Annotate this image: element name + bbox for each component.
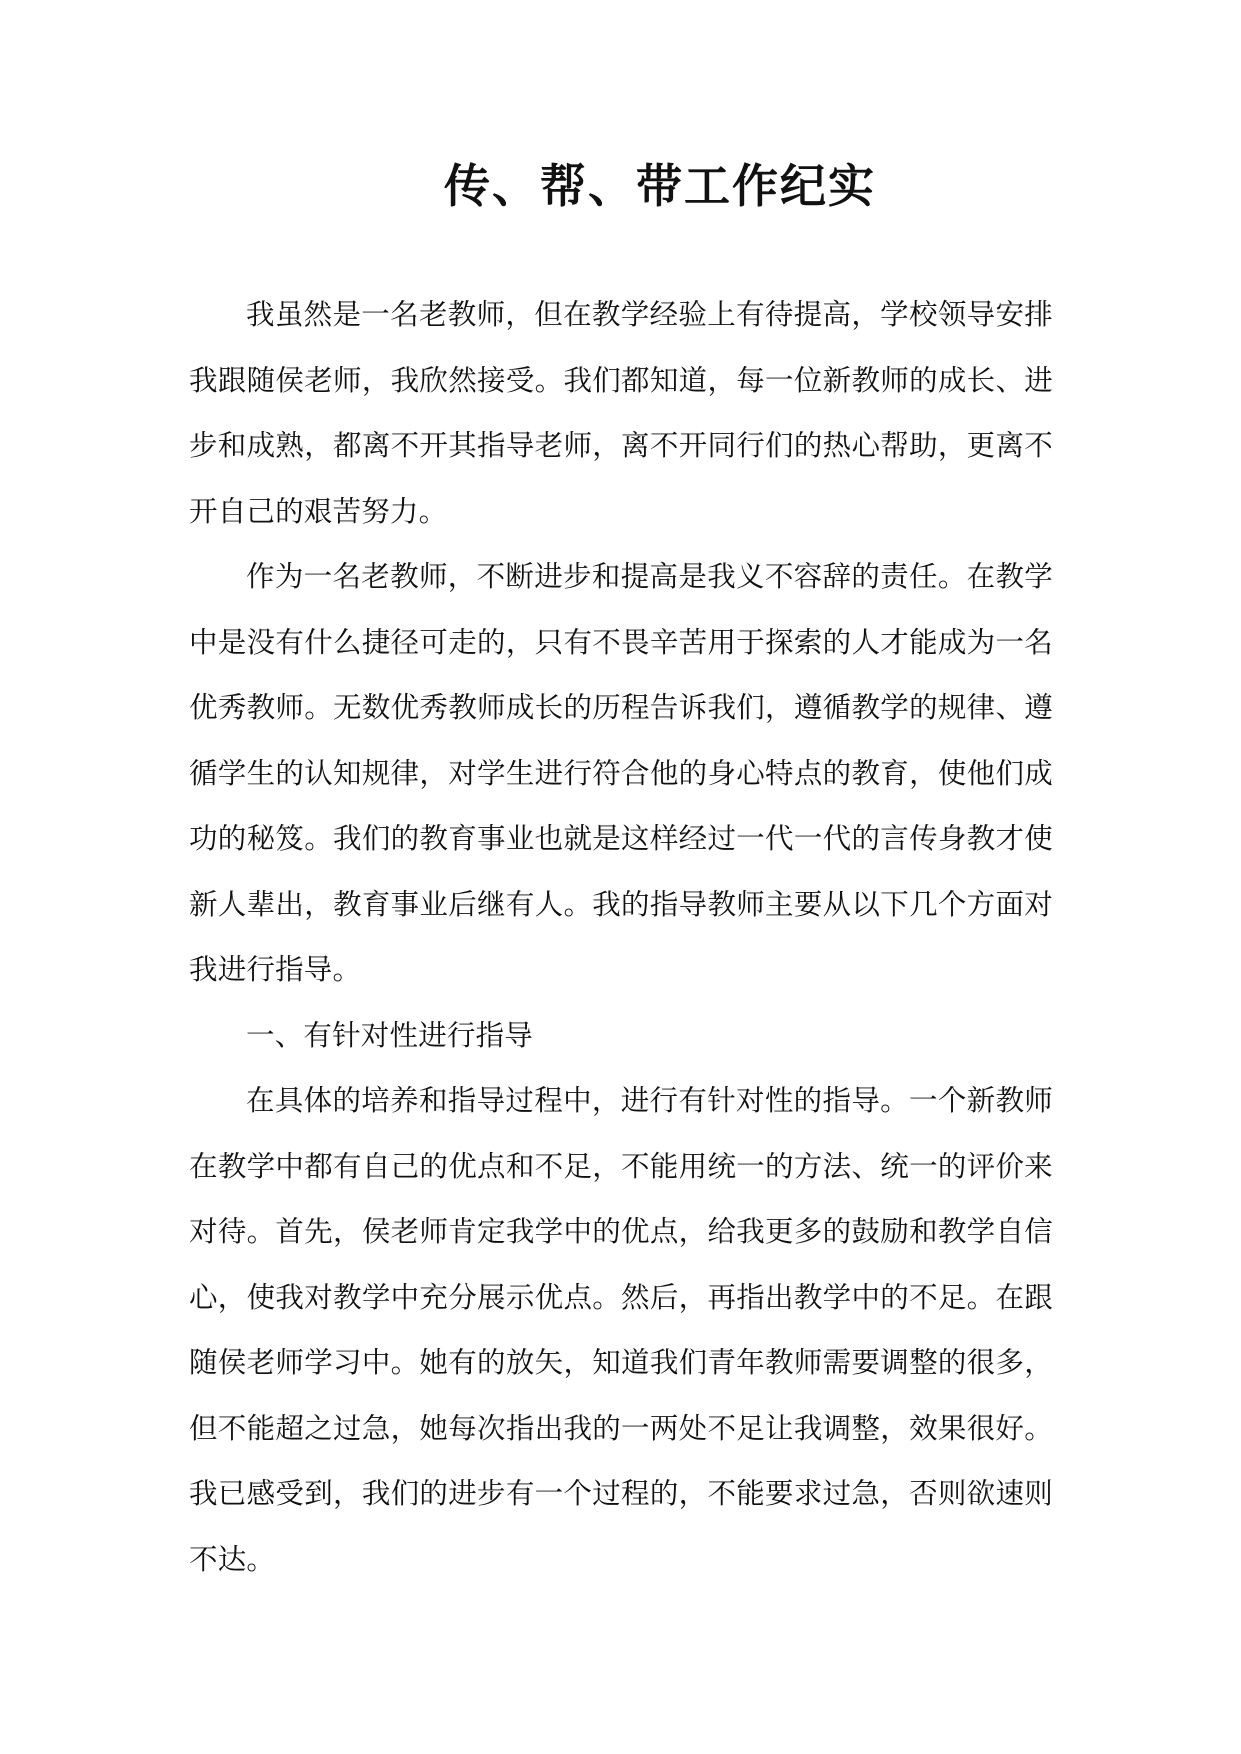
paragraph-responsibility: 作为一名老教师，不断进步和提高是我义不容辞的责任。在教学中是没有什么捷径可走的，只有不畏辛苦用于探索的人才能成为一名优秀教师。无数优秀教师成长的历程告诉我们，遵循教学的规律、遵循学生的认知规律，对学生进行符合他的身心特点的教育，使他们成功的秘笈。我们的教育事业也就是这样经过一代一代的言传身教才使新人辈出，教育事业后继有人。我的指导教师主要从以下几个方面对我进行指导。: [189, 560, 1053, 986]
document-body: [189, 282, 1053, 1592]
document-title: 传、帮、带工作纪实: [444, 159, 876, 213]
paragraph-targeted-guidance: 在具体的培养和指导过程中，进行有针对性的指导。一个新教师在教学中都有自己的优点和不足，不能用统一的方法、统一的评价来对待。首先，侯老师肯定我学中的优点，给我更多的鼓励和教学自信心，使我对教学中充分展示优点。然后，再指出教学中的不足。在跟随侯老师学习中。她有的放矢，知道我们青年教师需要调整的很多，但不能超之过急，她每次指出我的一两处不足让我调整，效果很好。我已感受到，我们的进步有一个过程的，不能要求过急，否则欲速则不达。: [189, 1084, 1053, 1576]
section-heading-targeted-guidance: 一、有针对性进行指导: [246, 1018, 534, 1052]
paragraph-intro: 我虽然是一名老教师，但在教学经验上有待提高，学校领导安排我跟随侯老师，我欣然接受。我们都知道，每一位新教师的成长、进步和成熟，都离不开其指导老师，离不开同行们的热心帮助，更离不开自己的艰苦努力。: [189, 298, 1053, 528]
